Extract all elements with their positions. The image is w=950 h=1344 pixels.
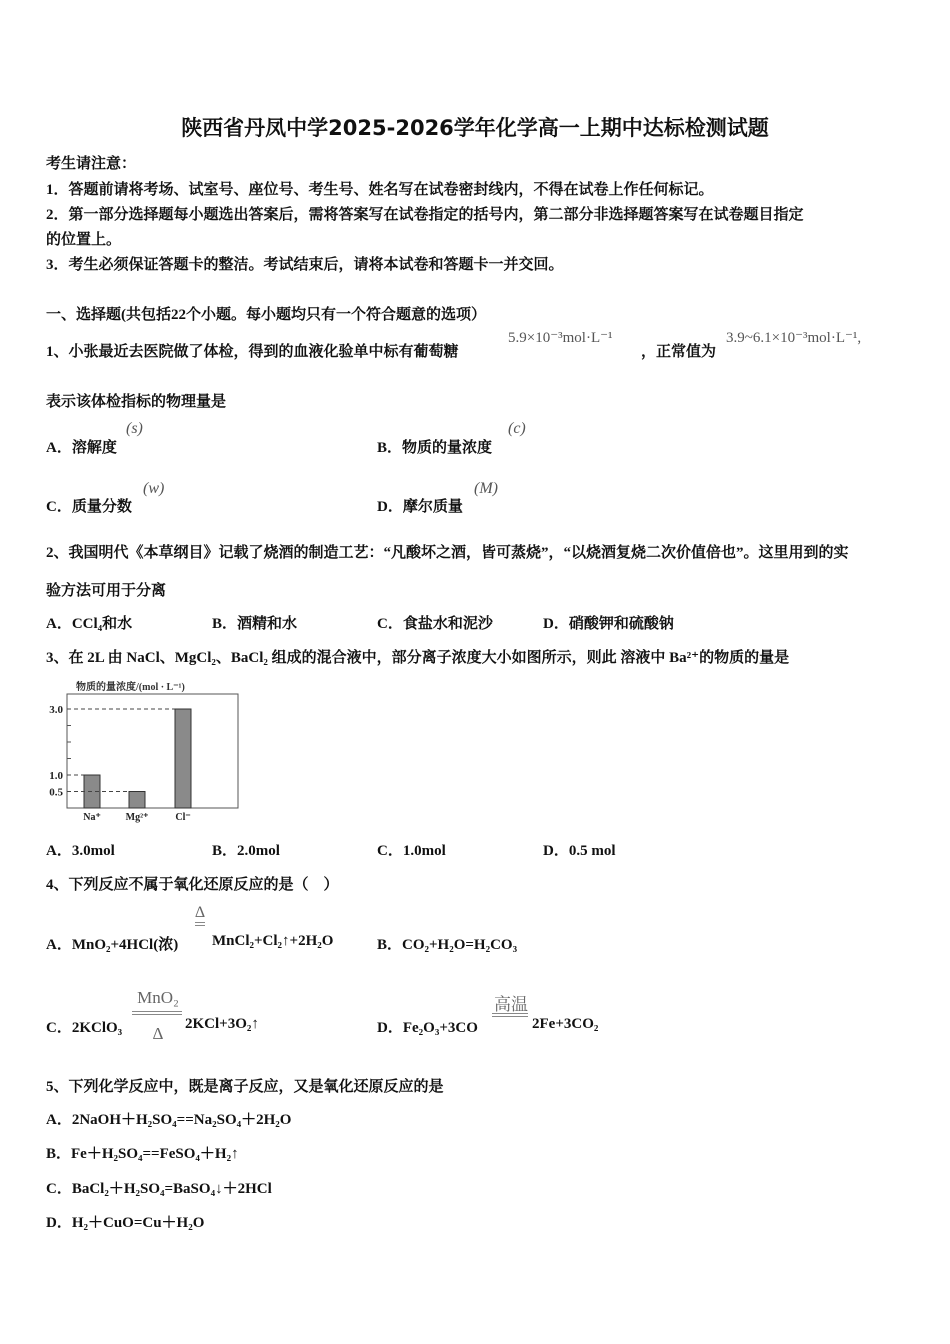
bar-2 (175, 709, 191, 808)
option-a: A．CCl₄和水 (46, 616, 133, 632)
q3-stem: 3、在 2L 由 NaCl、MgCl₂、BaCl₂ 组成的混合液中，部分离子浓度大小如图所示，则此 溶液中 Ba²⁺的物质的量是 (46, 650, 790, 666)
notice-item: 2．第一部分选择题每小题选出答案后，需将答案写在试卷指定的括号内，第二部分非选择题答案写在试卷题目指定 (46, 207, 804, 223)
option-b: B．2.0mol (212, 843, 280, 859)
option-a-left: A．MnO₂+4HCl(浓) (46, 937, 179, 953)
notice-item: 3．考生必须保证答题卡的整洁。考试结束后，请将本试卷和答题卡一并交回。 (46, 257, 564, 273)
notice-item: 1．答题前请将考场、试室号、座位号、考生号、姓名写在试卷密封线内，不得在试卷上作任何标记。 (46, 182, 714, 198)
option-b: B．酒精和水 (212, 616, 298, 632)
high-temp-condition: 高温 (494, 995, 528, 1014)
option-b-symbol: (c) (508, 420, 526, 437)
option-a: A．2NaOH＋H₂SO₄==Na₂SO₄＋2H₂O (46, 1112, 292, 1128)
option-a-right: MnCl₂+Cl₂↑+2H₂O (212, 933, 334, 949)
option-c-symbol: (w) (143, 480, 165, 497)
y-tick-label: 3.0 (49, 704, 63, 716)
option-a: A．3.0mol (46, 843, 115, 859)
option-a-symbol: (s) (126, 420, 143, 437)
option-b: B．Fe＋H₂SO₄==FeSO₄＋H₂↑ (46, 1146, 239, 1162)
option-c: C．BaCl₂＋H₂SO₄=BaSO₄↓＋2HCl (46, 1181, 272, 1197)
section-heading: 一、选择题(共包括22个小题。每小题均只有一个符合题意的选项） (46, 307, 486, 323)
option-d-symbol: (M) (474, 480, 498, 497)
option-d-right: 2Fe+3CO₂ (532, 1016, 599, 1032)
y-tick-label: 0.5 (49, 786, 63, 799)
option-c: C．食盐水和泥沙 (377, 616, 493, 632)
q1-stem (46, 340, 459, 361)
heat-condition: Δ (194, 904, 206, 921)
x-tick-label: Cl⁻ (175, 812, 191, 823)
notice-heading: 考生请注意： (46, 156, 137, 172)
equals-sign (195, 922, 205, 926)
notice-item: 的位置上。 (46, 232, 122, 248)
bar-chart (40, 676, 280, 826)
option-d: D．摩尔质量 (377, 499, 463, 515)
x-tick-label: Na⁺ (83, 812, 101, 823)
q2-stem: 2、我国明代《本草纲目》记载了烧酒的制造工艺：“凡酸坏之酒，皆可蒸烧”，“以烧酒复烧二次价值倍也”。这里用到的实 (46, 545, 849, 561)
option-d-left: D．Fe₂O₃+3CO (377, 1020, 478, 1036)
chart-title: 物质的量浓度/(mol · L⁻¹) (76, 682, 185, 693)
q1-range: 3.9~6.1×10⁻³mol·L⁻¹, (726, 330, 862, 346)
q1-stem-c: 表示该体检指标的物理量是 (46, 394, 227, 410)
q2-stem-b: 验方法可用于分离 (46, 583, 167, 599)
bar-1 (129, 792, 145, 809)
option-c-left: C．2KClO₃ (46, 1020, 123, 1036)
option-d: D．硝酸钾和硫酸钠 (543, 616, 674, 632)
page-title: 陕西省丹凤中学2025-2026学年化学高一上期中达标检测试题 (181, 116, 769, 140)
x-tick-label: Mg²⁺ (125, 812, 149, 823)
option-b: B．CO₂+H₂O=H₂CO₃ (377, 937, 518, 953)
catalyst-condition: MnO₂ (137, 988, 179, 1007)
q1-stem-text: 1、小张最近去医院做了体检，得到的血液化验单中标有葡萄糖 (46, 344, 459, 360)
option-d: D．0.5 mol (543, 843, 616, 859)
option-b: B．物质的量浓度 (377, 440, 493, 456)
option-a: A．溶解度 (46, 440, 117, 456)
option-c: C．质量分数 (46, 499, 132, 515)
q4-stem: 4、下列反应不属于氧化还原反应的是（ ） (46, 877, 339, 893)
heat-condition: Δ (152, 1024, 164, 1043)
q5-stem: 5、下列化学反应中，既是离子反应，又是氧化还原反应的是 (46, 1079, 444, 1095)
q1-value: 5.9×10⁻³mol·L⁻¹ (508, 330, 613, 346)
option-d: D．H₂＋CuO=Cu＋H₂O (46, 1215, 205, 1231)
q1-stem-b: ，正常值为 (641, 344, 717, 360)
option-c: C．1.0mol (377, 843, 446, 859)
equals-sign (492, 1013, 528, 1017)
y-tick-label: 1.0 (49, 770, 63, 782)
option-c-right: 2KCl+3O₂↑ (185, 1016, 259, 1032)
equals-sign (132, 1011, 182, 1015)
